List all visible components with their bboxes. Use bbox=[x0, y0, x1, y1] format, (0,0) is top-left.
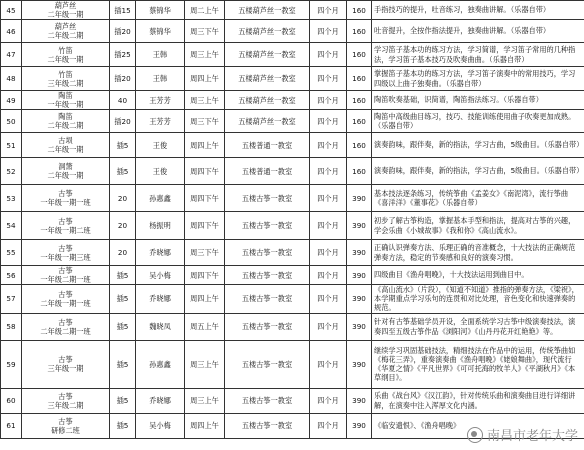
teacher-name: 乔晓娜 bbox=[136, 388, 185, 413]
course-name bbox=[22, 185, 110, 212]
classroom: 五楼普通一教室 bbox=[225, 133, 310, 158]
course-content: 四级曲目《渔舟唱晚》，十大技法运用到曲目中。 bbox=[372, 266, 584, 285]
fee: 390 bbox=[347, 266, 372, 285]
course-grade: 一年级一期一班 bbox=[40, 198, 91, 207]
course-grade: 一年级二期一班 bbox=[40, 275, 91, 284]
duration: 四个月 bbox=[310, 340, 347, 388]
fee: 390 bbox=[347, 185, 372, 212]
duration: 四个月 bbox=[310, 285, 347, 314]
course-name bbox=[22, 110, 110, 133]
teacher-name: 孙惠鑫 bbox=[136, 340, 185, 388]
course-grade: 一年级一期 bbox=[47, 100, 84, 109]
class-type: 插5 bbox=[110, 388, 136, 413]
course-name bbox=[22, 340, 110, 388]
duration: 四个月 bbox=[310, 20, 347, 43]
course-title: 陶笛 bbox=[58, 91, 73, 100]
fee: 390 bbox=[347, 413, 372, 438]
classroom: 五楼古筝一教室 bbox=[225, 185, 310, 212]
course-grade: 三年级一期 bbox=[47, 364, 84, 374]
course-content: 学习笛子基本功的练习方法，学习简谱，学习笛子常用的几种指法，学习笛子基本技巧及吹奏曲曲。（乐器自带） bbox=[372, 43, 584, 67]
table-row bbox=[1, 110, 584, 133]
course-content: 初步了解古筝构造，掌握基本手型和指法，提高对古筝的兴趣，学会乐曲《小城故事》《我和你》《高山流水》。 bbox=[372, 212, 584, 240]
table-row bbox=[1, 91, 584, 110]
course-title: 葫芦丝 bbox=[54, 22, 77, 31]
class-time: 周四上午 bbox=[185, 413, 225, 438]
fee: 160 bbox=[347, 20, 372, 43]
classroom: 五楼古筝一教室 bbox=[225, 266, 310, 285]
course-grade: 二年级一期 bbox=[47, 54, 84, 64]
row-number: 46 bbox=[1, 20, 22, 43]
fee: 390 bbox=[347, 340, 372, 388]
course-content: 陶笛中高级曲目练习，技巧、技能训练使用曲子吹奏更加成熟。（乐器自带） bbox=[372, 110, 584, 133]
course-content: 针对有古筝基础学员开设，全面系统学习古筝中级演奏技法，演奏四至五级古筝作品《浏阳河》《山丹丹花开红艳艳》等。 bbox=[372, 313, 584, 340]
teacher-name: 王芳芳 bbox=[136, 110, 185, 133]
course-title: 竹笛 bbox=[58, 69, 73, 79]
row-number: 54 bbox=[1, 212, 22, 240]
duration: 四个月 bbox=[310, 388, 347, 413]
fee: 160 bbox=[347, 158, 372, 185]
table-row bbox=[1, 158, 584, 185]
course-content: 陶笛吹奏基础，识简谱，陶笛指法练习。（乐器自带） bbox=[372, 91, 584, 110]
duration: 四个月 bbox=[310, 212, 347, 240]
classroom: 五楼古筝一教室 bbox=[225, 413, 310, 438]
course-name bbox=[22, 43, 110, 67]
course-title: 陶笛 bbox=[58, 112, 73, 121]
class-time: 周二上午 bbox=[185, 1, 225, 20]
row-number: 45 bbox=[1, 1, 22, 20]
fee: 390 bbox=[347, 212, 372, 240]
row-number: 59 bbox=[1, 340, 22, 388]
class-time: 周四上午 bbox=[185, 285, 225, 314]
row-number: 52 bbox=[1, 158, 22, 185]
fee: 390 bbox=[347, 313, 372, 340]
course-content: 《临安遗恨》、《渔舟唱晚》 bbox=[372, 413, 584, 438]
row-number: 53 bbox=[1, 185, 22, 212]
course-grade: 二年级一期一班 bbox=[40, 298, 91, 308]
class-type: 插25 bbox=[110, 43, 136, 67]
course-grade: 一年级一期二班 bbox=[40, 225, 91, 235]
table-row bbox=[1, 285, 584, 314]
course-content: 乐曲《战台风》《汉江韵》，针对传统乐曲和演奏曲目进行详细讲解，在演奏中注入浑厚文化内涵。 bbox=[372, 388, 584, 413]
course-title: 竹笛 bbox=[58, 45, 73, 55]
course-name bbox=[22, 413, 110, 438]
course-content: 演奏韵味，跟伴奏，新的指法，学习古曲，5级曲目。（乐器自带） bbox=[372, 133, 584, 158]
course-name bbox=[22, 240, 110, 266]
course-name bbox=[22, 266, 110, 285]
table-row bbox=[1, 240, 584, 266]
duration: 四个月 bbox=[310, 110, 347, 133]
class-time: 周四下午 bbox=[185, 158, 225, 185]
table-row bbox=[1, 67, 584, 91]
class-type: 20 bbox=[110, 240, 136, 266]
course-name bbox=[22, 212, 110, 240]
teacher-name: 孙惠鑫 bbox=[136, 185, 185, 212]
class-type: 插5 bbox=[110, 340, 136, 388]
teacher-name: 王俊 bbox=[136, 133, 185, 158]
duration: 四个月 bbox=[310, 185, 347, 212]
duration: 四个月 bbox=[310, 266, 347, 285]
row-number: 60 bbox=[1, 388, 22, 413]
classroom: 五楼葫芦丝一教室 bbox=[225, 91, 310, 110]
course-title: 古筝 bbox=[58, 289, 73, 299]
class-type: 20 bbox=[110, 212, 136, 240]
course-name bbox=[22, 20, 110, 43]
teacher-name: 魏晓凤 bbox=[136, 313, 185, 340]
teacher-name: 蔡锦华 bbox=[136, 1, 185, 20]
teacher-name: 王芳芳 bbox=[136, 91, 185, 110]
class-time: 周三上午 bbox=[185, 91, 225, 110]
table-row bbox=[1, 43, 584, 67]
watermark-text: 南昌市老年大学 bbox=[486, 429, 578, 444]
row-number: 47 bbox=[1, 43, 22, 67]
table-row bbox=[1, 340, 584, 388]
fee: 160 bbox=[347, 67, 372, 91]
class-type: 插5 bbox=[110, 158, 136, 185]
wechat-logo-icon bbox=[467, 427, 483, 443]
course-name bbox=[22, 1, 110, 20]
class-time: 周四上午 bbox=[185, 133, 225, 158]
fee: 390 bbox=[347, 285, 372, 314]
class-time: 周四下午 bbox=[185, 185, 225, 212]
row-number: 49 bbox=[1, 91, 22, 110]
row-number: 51 bbox=[1, 133, 22, 158]
watermark bbox=[467, 425, 578, 444]
course-grade: 三年级二期 bbox=[47, 78, 84, 88]
class-time: 周四上午 bbox=[185, 67, 225, 91]
classroom: 五楼古筝一教室 bbox=[225, 388, 310, 413]
row-number: 48 bbox=[1, 67, 22, 91]
duration: 四个月 bbox=[310, 1, 347, 20]
duration: 四个月 bbox=[310, 43, 347, 67]
fee: 160 bbox=[347, 91, 372, 110]
class-type: 40 bbox=[110, 91, 136, 110]
course-title: 古筝 bbox=[58, 416, 73, 426]
duration: 四个月 bbox=[310, 240, 347, 266]
class-type: 插20 bbox=[110, 67, 136, 91]
table-row bbox=[1, 20, 584, 43]
course-grade: 二年级一期 bbox=[47, 145, 84, 154]
duration: 四个月 bbox=[310, 133, 347, 158]
teacher-name: 吴小梅 bbox=[136, 266, 185, 285]
duration: 四个月 bbox=[310, 158, 347, 185]
course-name bbox=[22, 91, 110, 110]
classroom: 五楼普通一教室 bbox=[225, 158, 310, 185]
table-row bbox=[1, 388, 584, 413]
fee: 390 bbox=[347, 240, 372, 266]
class-type: 插20 bbox=[110, 110, 136, 133]
course-grade: 二年级二期 bbox=[47, 121, 84, 130]
teacher-name: 吴小梅 bbox=[136, 413, 185, 438]
course-grade: 二年级二期 bbox=[47, 31, 84, 40]
class-type: 插5 bbox=[110, 285, 136, 314]
course-title: 古筝 bbox=[58, 243, 73, 253]
course-grade: 研修二班 bbox=[51, 425, 80, 435]
table-row bbox=[1, 266, 584, 285]
course-title: 古筝 bbox=[58, 391, 73, 401]
class-type: 插15 bbox=[110, 1, 136, 20]
course-title: 古筝 bbox=[58, 355, 73, 365]
course-title: 葫芦丝 bbox=[54, 1, 77, 10]
row-number: 57 bbox=[1, 285, 22, 314]
course-content: 演奏韵味，跟伴奏，新的指法，学习古曲，5级曲目。（乐器自带） bbox=[372, 158, 584, 185]
class-time: 周三上午 bbox=[185, 388, 225, 413]
course-name bbox=[22, 158, 110, 185]
course-title: 古埙 bbox=[58, 136, 73, 145]
teacher-name: 乔晓娜 bbox=[136, 240, 185, 266]
course-name bbox=[22, 67, 110, 91]
class-time: 周四下午 bbox=[185, 266, 225, 285]
fee: 160 bbox=[347, 1, 372, 20]
course-content: 继续学习巩固基础技法，精细技法在作品中的运用，传统筝曲如《梅花三弄》，重奏演奏曲《渔舟唱晚》《姥娘舞曲》，现代流行《华夏之情》《平凡世界》《可可托海的牧羊人》《平湖秋月》《本草纲目》。 bbox=[372, 340, 584, 388]
course-content: 吐音提升，全按作指法提升，独奏曲讲解。（乐器自带） bbox=[372, 20, 584, 43]
class-type: 插5 bbox=[110, 266, 136, 285]
class-time: 周三下午 bbox=[185, 110, 225, 133]
class-type: 插5 bbox=[110, 313, 136, 340]
row-number: 50 bbox=[1, 110, 22, 133]
classroom: 五楼古筝一教室 bbox=[225, 340, 310, 388]
classroom: 五楼古筝一教室 bbox=[225, 240, 310, 266]
classroom: 五楼葫芦丝一教室 bbox=[225, 43, 310, 67]
teacher-name: 乔晓娜 bbox=[136, 285, 185, 314]
duration: 四个月 bbox=[310, 413, 347, 438]
classroom: 五楼葫芦丝一教室 bbox=[225, 110, 310, 133]
table-row bbox=[1, 313, 584, 340]
course-title: 古筝 bbox=[58, 266, 73, 275]
classroom: 五楼古筝一教室 bbox=[225, 212, 310, 240]
course-title: 古筝 bbox=[58, 189, 73, 198]
course-grade: 一年级一期三班 bbox=[40, 252, 91, 262]
course-content: 掌握笛子基本功的练习方法，学习笛子演奏中的常用技巧，学习四级以上曲子独奏曲。（乐器自带） bbox=[372, 67, 584, 91]
class-time: 周三上午 bbox=[185, 340, 225, 388]
table-row bbox=[1, 212, 584, 240]
class-time: 周三上午 bbox=[185, 43, 225, 67]
classroom: 五楼葫芦丝一教室 bbox=[225, 20, 310, 43]
row-number: 56 bbox=[1, 266, 22, 285]
teacher-name: 杨振明 bbox=[136, 212, 185, 240]
course-name bbox=[22, 133, 110, 158]
teacher-name: 王韩 bbox=[136, 67, 185, 91]
course-title: 洞箫 bbox=[58, 162, 73, 171]
course-content: 手指技巧的提升，吐音练习，独奏曲讲解。（乐器自带） bbox=[372, 1, 584, 20]
fee: 160 bbox=[347, 43, 372, 67]
class-type: 插5 bbox=[110, 413, 136, 438]
classroom: 五楼古筝一教室 bbox=[225, 313, 310, 340]
class-type: 插5 bbox=[110, 133, 136, 158]
teacher-name: 蔡锦华 bbox=[136, 20, 185, 43]
class-time: 周五上午 bbox=[185, 313, 225, 340]
course-name bbox=[22, 313, 110, 340]
duration: 四个月 bbox=[310, 67, 347, 91]
classroom: 五楼葫芦丝一教室 bbox=[225, 1, 310, 20]
classroom: 五楼葫芦丝一教室 bbox=[225, 67, 310, 91]
class-type: 插20 bbox=[110, 20, 136, 43]
class-type: 20 bbox=[110, 185, 136, 212]
table-row bbox=[1, 1, 584, 20]
course-title: 古筝 bbox=[58, 216, 73, 226]
teacher-name: 王俊 bbox=[136, 158, 185, 185]
course-content: 《高山流水》（片段），《知道不知道》推指的弹奏方法，《梁祝》，本学期重点学习乐句的连贯和对比处理，音色变化和快速弹奏的规范。 bbox=[372, 285, 584, 314]
row-number: 55 bbox=[1, 240, 22, 266]
course-content: 正确认识弹奏方法、乐理正确的音准概念，十大技法的正确规范弹奏方法，稳定的节奏感和良好的演奏习惯。 bbox=[372, 240, 584, 266]
teacher-name: 王韩 bbox=[136, 43, 185, 67]
row-number: 61 bbox=[1, 413, 22, 438]
class-time: 周四下午 bbox=[185, 212, 225, 240]
table-row bbox=[1, 185, 584, 212]
fee: 390 bbox=[347, 388, 372, 413]
course-grade: 二年级二期一班 bbox=[40, 326, 91, 336]
course-grade: 三年级二期 bbox=[47, 400, 84, 410]
class-time: 周三下午 bbox=[185, 20, 225, 43]
fee: 160 bbox=[347, 133, 372, 158]
course-name bbox=[22, 388, 110, 413]
classroom: 五楼古筝一教室 bbox=[225, 285, 310, 314]
table-row bbox=[1, 133, 584, 158]
duration: 四个月 bbox=[310, 91, 347, 110]
fee: 160 bbox=[347, 110, 372, 133]
duration: 四个月 bbox=[310, 313, 347, 340]
course-content: 基本技法逐条练习，传统筝曲《孟姜女》《南泥湾》，流行筝曲《喜洋洋》《董事花》（乐器自带） bbox=[372, 185, 584, 212]
course-grade: 二年级一期 bbox=[47, 171, 84, 180]
course-title: 古筝 bbox=[58, 317, 73, 327]
course-name bbox=[22, 285, 110, 314]
class-time: 周三下午 bbox=[185, 240, 225, 266]
row-number: 58 bbox=[1, 313, 22, 340]
course-grade: 二年级一期 bbox=[47, 10, 84, 19]
